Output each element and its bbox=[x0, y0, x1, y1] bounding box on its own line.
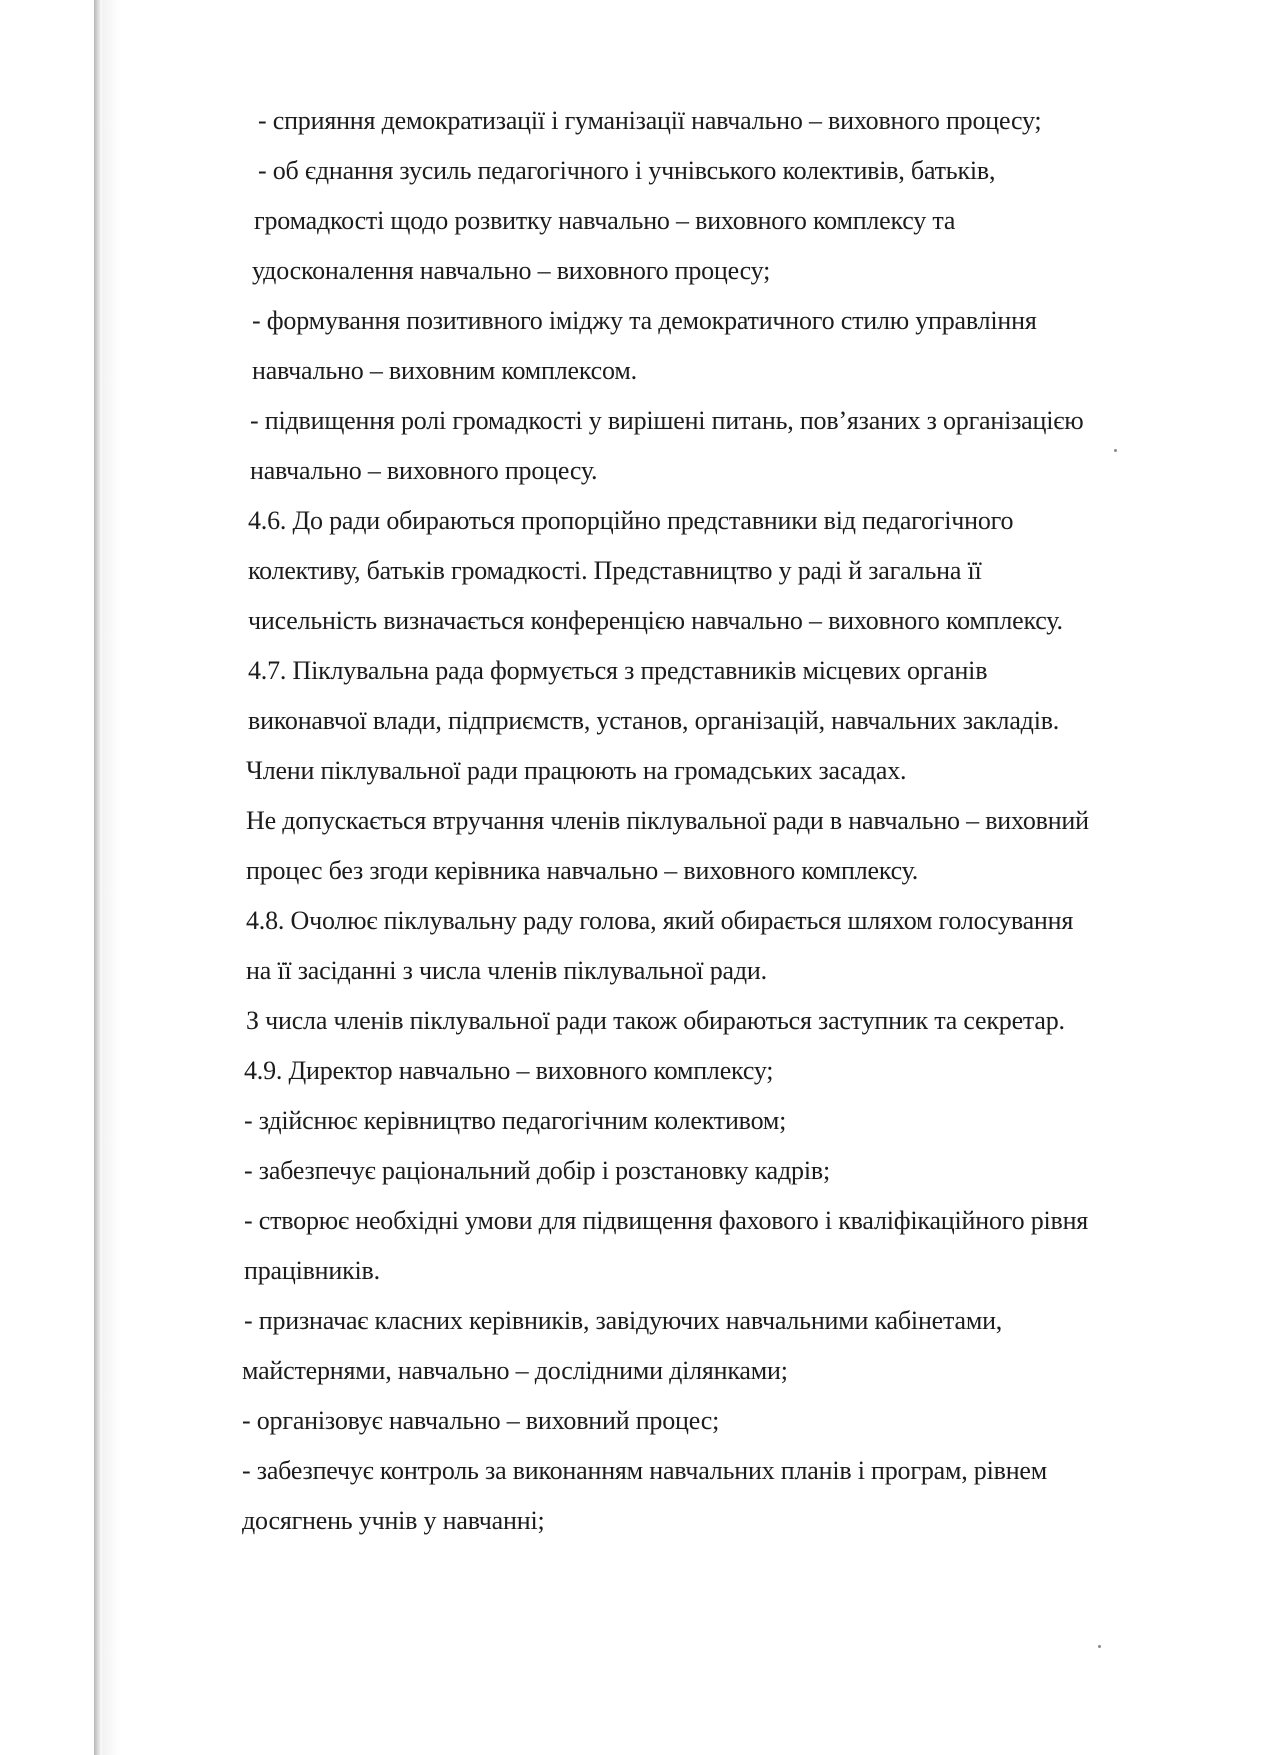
text-line: - забезпечує контроль за виконанням навчальних планів і програм, рівнем bbox=[242, 1456, 1048, 1485]
text-line: 4.9. Директор навчально – виховного комплексу; bbox=[244, 1056, 774, 1085]
text-line: - об єднання зусиль педагогічного і учнівського колективів, батьків, bbox=[258, 156, 996, 185]
text-line: - здійснює керівництво педагогічним колективом; bbox=[244, 1106, 787, 1135]
text-line: Члени піклувальної ради працюють на громадських засадах. bbox=[246, 756, 907, 785]
text-line: 4.8. Очолює піклувальну раду голова, який обирається шляхом голосування bbox=[246, 906, 1074, 935]
scan-binding-edge bbox=[94, 0, 102, 1755]
text-line: чисельність визначається конференцією навчально – виховного комплексу. bbox=[248, 606, 1063, 635]
text-line: на її засіданні з числа членів піклувальної ради. bbox=[246, 956, 767, 985]
text-line: майстернями, навчально – дослідними ділянками; bbox=[242, 1356, 788, 1385]
text-line: - організовує навчально – виховний процес; bbox=[242, 1406, 720, 1435]
text-line: - призначає класних керівників, завідуючих навчальними кабінетами, bbox=[244, 1306, 1003, 1335]
text-line: колективу, батьків громадкості. Представництво у раді й загальна її bbox=[248, 556, 982, 585]
text-line: удосконалення навчально – виховного процесу; bbox=[252, 256, 771, 285]
text-line: - забезпечує раціональний добір і розстановку кадрів; bbox=[244, 1156, 830, 1185]
scan-speck bbox=[1098, 1645, 1101, 1648]
text-line: - створює необхідні умови для підвищення фахового і кваліфікаційного рівня bbox=[244, 1206, 1089, 1235]
text-line: навчально – виховного процесу. bbox=[250, 456, 598, 485]
text-line: Не допускається втручання членів піклувальної ради в навчально – виховний bbox=[246, 806, 1089, 835]
text-line: - підвищення ролі громадкості у вирішені питань, пов’язаних з організацією bbox=[250, 406, 1084, 435]
text-line: 4.6. До ради обираються пропорційно представники від педагогічного bbox=[248, 506, 1014, 535]
text-line: громадкості щодо розвитку навчально – виховного комплексу та bbox=[254, 206, 956, 235]
document-body bbox=[242, 96, 1252, 1546]
scan-speck bbox=[1114, 449, 1117, 452]
text-line: виконавчої влади, підприємств, установ, організацій, навчальних закладів. bbox=[248, 706, 1060, 735]
text-line: навчально – виховним комплексом. bbox=[252, 356, 637, 385]
text-line: - сприяння демократизації і гуманізації навчально – виховного процесу; bbox=[258, 106, 1042, 135]
text-line: процес без згоди керівника навчально – виховного комплексу. bbox=[246, 856, 919, 885]
text-line: досягнень учнів у навчанні; bbox=[242, 1506, 545, 1535]
text-line: - формування позитивного іміджу та демократичного стилю управління bbox=[252, 306, 1037, 335]
text-line: З числа членів піклувальної ради також обираються заступник та секретар. bbox=[246, 1006, 1065, 1035]
scan-binding-shadow bbox=[102, 0, 120, 1755]
text-line: 4.7. Піклувальна рада формується з представників місцевих органів bbox=[248, 656, 988, 685]
text-line: працівників. bbox=[244, 1256, 380, 1285]
